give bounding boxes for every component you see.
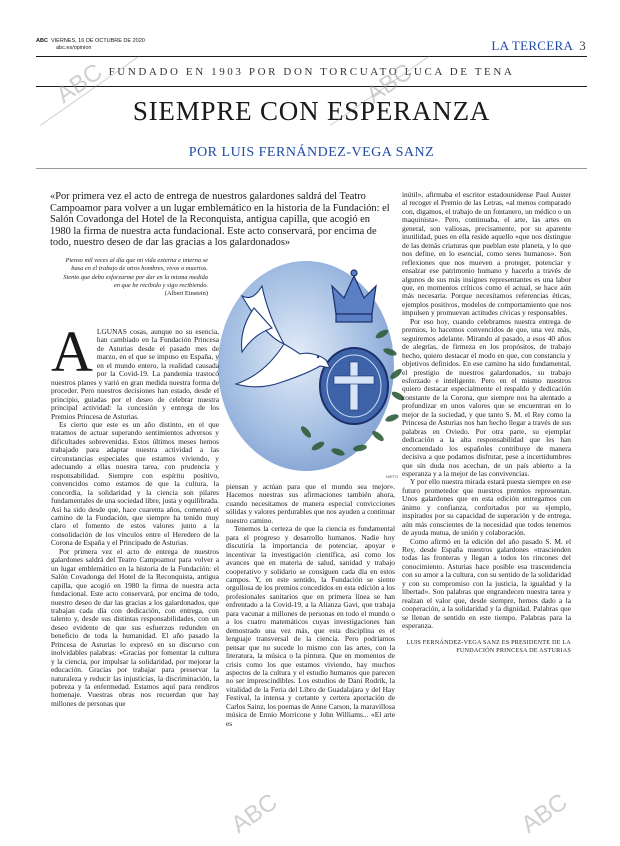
paragraph: LGUNAS cosas, aunque no su esencia, han cambiado en la Fundación Princesa de Asturias desde el pasado mes de marzo, en el que se impuso en España, y en el mundo entero, la realidad causada por la Covid-19. La pandemia trastocó nuestros planes y varió en gran medida nuestra forma de proceder. Pero nuestros decisiones han estado, desde el principio, guiadas por el deseo de celebrar nuestra principal actividad: la concesión y entrega de los Premios Princesa de Asturias. [51,328,219,421]
illustration-credit: NIETO [386,474,399,479]
paragraph: piensan y actúan para que el mundo sea mejor». Hacemos nuestras sus afirmaciones también ahora, cuando necesitamos de manera especial convicciones sólidas y valores perdurables que nos ayuden a continuar nuestro camino. [226,483,395,525]
epigraph [60,257,208,298]
watermark-logo: ABC [516,788,573,839]
watermark-logo: ABC [51,58,108,109]
byline [36,145,587,161]
paragraph: Tenemos la certeza de que la ciencia es fundamental para el progreso y desarrollo humanos. Nadie hoy discutiría la importancia de potenciar, apoyar e incentivar la investigación científica, así como los avances que en materia de salud, sanidad y trabajo cooperativo y solidario se consiguen cada día en estos campos. Y, en este sentido, la Fundación se siente orgullosa de los premios concedidos en esta edición a los profesionales sanitarios que en primera línea se han enfrentado a la Covid-19, a la Alianza Gavi, que trabaja para vacunar a millones de personas en todo el mundo o a los cuatro matemáticos cuyas investigaciones han demostrado una vez más, que esta disciplina es el lenguaje transversal de la ciencia. Pero podríamos pensar que no sucede lo mismo con las artes, con la literatura, la música o la pintura. Que en momentos de crisis como los que estamos viviendo, hay muchos aspectos de la cultura y el estudio humanos que parecen no ser imprescindibles. Los estudios de Dani Rodrik, la vitalidad de la Feria del Libro de Guadalajara y del Hay Festival, la intensa y cortante y certera aportación de Carlos Sainz, los poemas de Anne Carson, la maravillosa música de Ennio Morricone y John Williams... «El arte es [226,524,395,728]
site-url: abc.es/opinion [56,45,92,51]
byline-author: FERNÁNDEZ-VEGA SANZ [258,145,435,160]
body-column-1 [51,328,219,818]
paragraph: inútil», afirmaba el escritor estadounidense Paul Auster al recoger el Premio de las Letras, «al menos comparado con, digamos, el trabajo de un fontanero, un médico o un maquinista». Pero, continuaba, el arte, las artes en general, son valiosas, precisamente, por su aparente inutilidad, pues en ella reside aquello «que nos distingue de las demás criaturas que pueblan este planeta, y lo que nos define, en lo esencial, como seres humanos». Son reflexiones que nos mueven a proteger, potenciar y ensalzar ese patrimonio humano y hacerlo a través de algunos de sus más insignes representantes es una labor que, en momentos críticos como el actual, se hace aún más necesaria. Porque necesitamos referencias éticas, ejemplos positivos, modelos de comportamiento que nos impulsen y promuevan actitudes cívicas y responsables. [402,191,571,318]
watermark-logo: ABC [226,788,283,839]
paragraph: Por eso hoy, cuando celebramos nuestra entrega de premios, lo hacemos convencidos de que, una vez más, seguiremos adelante. Mirando al pasado, a esos 40 años de alegrías, de firmeza en los propósitos, de trabajo hecho, quiero destacar el modo en que, con constancia y objetivos definidos. En ese camino ha sido fundamental, el prestigio de nuestros galardonados, su trabajo esforzado e inteligente. Pero en el mismo nuestros quiero destacar especialmente el respaldo y dedicación constante de la Corona, que siempre nos ha alentado a profundizar en unos valores que se encuentran en lo mejor de la sociedad, y que tanto S. M. el Rey como la Princesa de Asturias nos han hecho llegar a través de sus palabras en Oviedo. Por otra parte, su ejemplar dedicación a la alta responsabilidad que les han encomendado los españoles contribuye de manera decisiva a que podamos disfrutar, pese a incertidumbres que sin duda nos acechan, de un país abierto a la esperanza y a la mejor de las convivencias. [402,316,571,478]
author-signature: LUIS FERNÁNDEZ-VEGA SANZ ES PRESIDENTE DE LA FUNDACIÓN PRINCESA DE ASTURIAS [406,638,571,654]
paragraph: Como afirmó en la edición del año pasado S. M. el Rey, desde España nuestros galardones «trascienden todas las fronteras y llegan a todos los rincones del conocimiento. Asturias hace posible esa trascendencia con su amor a la cultura, con su sentido de la solidaridad y con su compromiso con la justicia, la igualdad y la libertad». Son palabras que engrandecen nuestra tarea y realzan el valor que, desde siempre, hemos dado a la cooperación, a la solidaridad y la dignidad. Palabras que se llenan de sentido en este tiempo. Palabras para la esperanza. [402,536,571,631]
paragraph: Es cierto que este es un año distinto, en el que tratamos de actuar superando sentimientos adversos y dificultades sobrevenidas. Estos últimos meses hemos trabajado para adaptar nuestra actividad a las circunstancias especiales que estamos viviendo, y adecuando a ellas nuestra tarea, con prudencia y responsabilidad. Siempre con espíritu positivo, convencidos como estamos de que la cultura, la concordia, la solidaridad y la ciencia son pilares fundamentales de una sociedad libre, justa y equilibrada. Así ha sido desde que, hace cuarenta años, comenzó el camino de la Fundación, que siempre ha tenido muy claro el fomento de estos valores junto a la consolidación de los vínculos entre el Heredero de la Corona de España y el Principado de Asturias. [51,419,219,548]
brand-name: ABC [36,38,48,44]
dove-crown-illustration [214,256,410,481]
body-column-2 [226,483,395,818]
article-lede: «Por primera vez el acto de entrega de nuestros galardones saldrá del Teatro Campoamor para volver a un lugar emblemático en la historia de la Fundación: el Salón Covadonga del Hotel de la Reconquista, antigua capilla, que acogió en 1980 la firma de nuestra acta fundacional. Este acto conservará, por encima de todo, nuestro deseo de dar las gracias a los galardonados» [50,191,390,249]
paragraph: Por primera vez el acto de entrega de nuestros galardones saldrá del Teatro Campoamor para volver a un lugar emblemático en la historia de la Fundación: el Salón Covadonga del Hotel de la Reconquista, antigua capilla, que acogió en 1980 la firma de nuestra acta fundacional. Este acto conservará, por encima de todo, nuestro deseo de dar las gracias a los galardonados, que trabajan cada día con dedicación, con entrega, con talento y, desde sus distintas responsabilidades, con un deseo evidente de que sus esfuerzos redunden en beneficio de toda la humanidad. El año pasado la Princesa de Asturias lo expresó en su discurso con inolvidables palabras: «Gracias por fomentar la cultura y la ciencia, por impulsar la solidaridad, por mejorar la educación. Gracias por trabajar para preservar la naturaleza y reducir las injusticias, la discriminación, la pobreza y la enfermedad. Estamos aquí para rendiros homenaje. Vuestras obras nos recuerdan que hay millones de personas que [51,546,219,708]
article-title: SIEMPRE CON ESPERANZA [132,96,491,126]
issue-date: VIERNES, 16 DE OCTUBRE DE 2020 [50,38,145,44]
body-column-3 [402,191,571,818]
section-title: LA TERCERA [491,38,574,53]
epigraph-quote: Pienso mil veces al día que mi vida externa e interna se basa en el trabajo de otros hombres, vivos o muertos. Siento que debo esforzarme por dar en la misma medida en que he recibido y sigo recibiendo. [63,257,208,289]
masthead-founded: FUNDADO EN 1903 POR DON TORCUATO LUCA DE TENA [108,66,515,78]
masthead-divider [36,86,587,87]
drop-cap: A [51,328,93,384]
byline-divider [36,168,587,169]
page-number: 3 [579,38,586,53]
byline-prefix: POR LUIS [188,145,259,160]
header-divider [36,56,587,57]
epigraph-author: (Albert Einstein) [164,290,208,298]
paragraph: Y por ello nuestra mirada estará puesta siempre en ese futuro prometedor que nuestros premios representan. Unos galardones que en esta edición entregamos con ánimo y confianza, confortados por su ejemplo, inspirados por su capacidad de superación y de entrega, aún más conscientes de la necesidad que todos tenemos de ayuda mutua, de unión y colaboración. [402,477,571,538]
watermark-logo: ABC [361,58,418,109]
section-label [491,38,586,54]
